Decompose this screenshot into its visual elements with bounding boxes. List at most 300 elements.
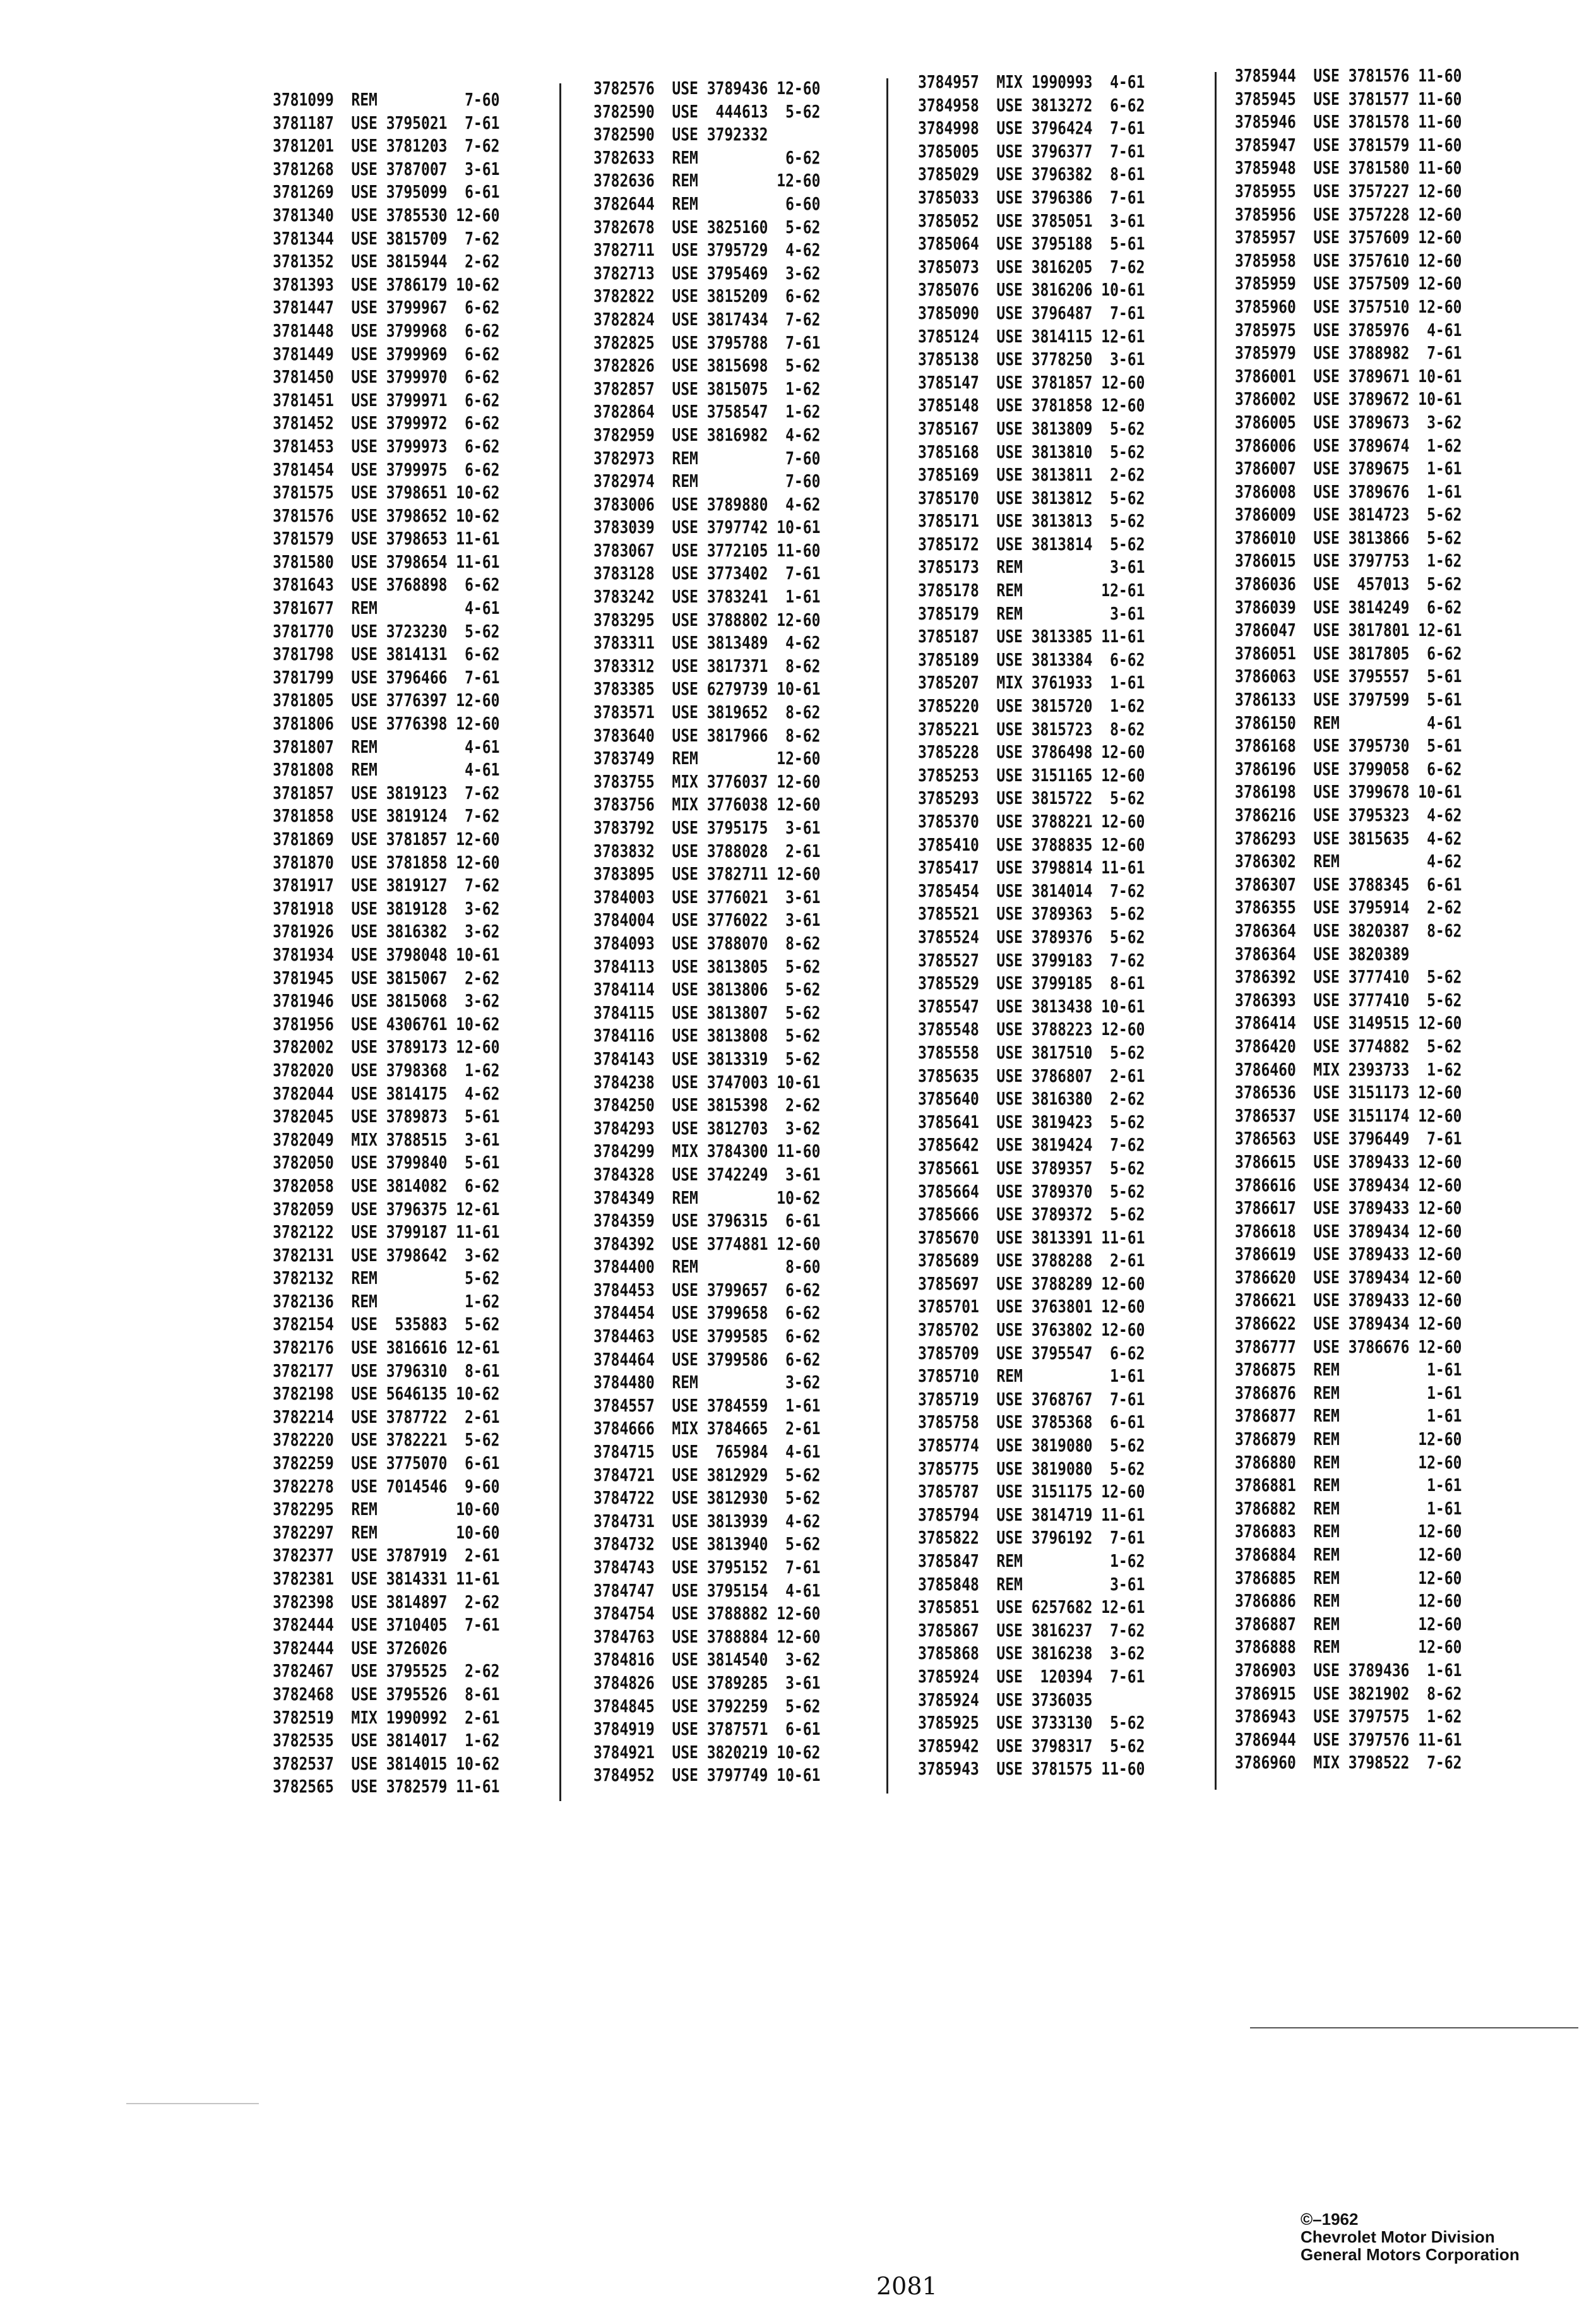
index-entry: 3781807 REM 4-61 [273,736,500,757]
index-entry: 3786880 REM 12-60 [1235,1451,1462,1473]
index-entry: 3785924 USE 3736035 [918,1689,1093,1710]
index-entry: 3785187 USE 3813385 11-61 [918,626,1145,647]
index-entry: 3786036 USE 457013 5-62 [1235,573,1462,595]
index-entry: 3786005 USE 3789673 3-62 [1235,411,1462,433]
index-entry: 3781579 USE 3798653 11-61 [273,528,500,549]
index-entry: 3782825 USE 3795788 7-61 [593,332,821,353]
index-entry: 3784666 MIX 3784665 2-61 [593,1418,821,1439]
index-entry: 3783756 MIX 3776038 12-60 [593,794,821,815]
index-entry: 3785207 MIX 3761933 1-61 [918,672,1145,693]
index-entry: 3786915 USE 3821902 8-62 [1235,1682,1462,1704]
index-entry: 3785138 USE 3778250 3-61 [918,349,1145,370]
index-entry: 3785148 USE 3781858 12-60 [918,395,1145,416]
index-entry: 3785548 USE 3788223 12-60 [918,1019,1145,1040]
index-entry: 3786198 USE 3799678 10-61 [1235,781,1462,803]
index-entry: 3784392 USE 3774881 12-60 [593,1233,821,1254]
index-entry: 3783295 USE 3788802 12-60 [593,609,821,630]
index-entry: 3785029 USE 3796382 8-61 [918,164,1145,185]
index-entry: 3781580 USE 3798654 11-61 [273,551,500,572]
index-entry: 3782278 USE 7014546 9-60 [273,1475,500,1497]
index-entry: 3786133 USE 3797599 5-61 [1235,689,1462,710]
index-entry: 3781452 USE 3799972 6-62 [273,412,500,434]
column-divider-3 [1215,72,1217,1790]
index-entry: 3781451 USE 3799971 6-62 [273,389,500,410]
index-entry: 3781799 USE 3796466 7-61 [273,666,500,688]
index-entry: 3786302 REM 4-62 [1235,851,1462,872]
index-entry: 3785033 USE 3796386 7-61 [918,186,1145,208]
index-entry: 3782636 REM 12-60 [593,170,821,191]
index-entry: 3786887 REM 12-60 [1235,1613,1462,1634]
index-entry: 3786150 REM 4-61 [1235,712,1462,733]
copyright-corporation: General Motors Corporation [1301,2245,1520,2264]
index-entry: 3785172 USE 3813814 5-62 [918,533,1145,554]
index-entry: 3785641 USE 3819423 5-62 [918,1111,1145,1132]
index-entry: 3785666 USE 3789372 5-62 [918,1204,1145,1225]
index-entry: 3785005 USE 3796377 7-61 [918,140,1145,162]
index-entry: 3782214 USE 3787722 2-61 [273,1406,500,1427]
index-entry: 3785052 USE 3785051 3-61 [918,210,1145,231]
index-entry: 3782535 USE 3814017 1-62 [273,1730,500,1751]
index-entry: 3785787 USE 3151175 12-60 [918,1481,1145,1502]
index-entry: 3784093 USE 3788070 8-62 [593,932,821,954]
index-entry: 3786885 REM 12-60 [1235,1567,1462,1588]
index-entry: 3785529 USE 3799185 8-61 [918,973,1145,994]
index-entry: 3784143 USE 3813319 5-62 [593,1048,821,1069]
index-entry: 3783832 USE 3788028 2-61 [593,840,821,861]
index-entry: 3781393 USE 3786179 10-62 [273,273,500,295]
index-entry: 3785955 USE 3757227 12-60 [1235,180,1462,201]
index-entry: 3785975 USE 3785976 4-61 [1235,319,1462,340]
index-entry: 3782974 REM 7-60 [593,470,821,492]
index-entry: 3785848 REM 3-61 [918,1573,1145,1595]
index-entry: 3781340 USE 3785530 12-60 [273,204,500,225]
index-entry: 3785943 USE 3781575 11-60 [918,1758,1145,1780]
index-entry: 3782857 USE 3815075 1-62 [593,378,821,399]
index-entry: 3781869 USE 3781857 12-60 [273,829,500,849]
index-entry: 3782678 USE 3825160 5-62 [593,216,821,237]
index-entry: 3781918 USE 3819128 3-62 [273,897,500,919]
index-entry: 3786007 USE 3789675 1-61 [1235,458,1462,479]
index-entry: 3782122 USE 3799187 11-61 [273,1221,500,1243]
index-entry: 3784480 REM 3-62 [593,1372,821,1393]
index-entry: 3784816 USE 3814540 3-62 [593,1649,821,1670]
index-entry: 3785124 USE 3814115 12-61 [918,325,1145,347]
index-entry: 3782002 USE 3789173 12-60 [273,1036,500,1058]
index-entry: 3782020 USE 3798368 1-62 [273,1059,500,1081]
index-entry: 3782590 USE 444613 5-62 [593,100,821,122]
index-entry: 3781798 USE 3814131 6-62 [273,644,500,665]
index-entry: 3785945 USE 3781577 11-60 [1235,88,1462,109]
index-entry: 3782864 USE 3758547 1-62 [593,401,821,422]
index-entry: 3785076 USE 3816206 10-61 [918,279,1145,301]
index-entry: 3785527 USE 3799183 7-62 [918,949,1145,971]
index-entry: 3784845 USE 3792259 5-62 [593,1695,821,1716]
scan-artifact-right [1250,2027,1578,2028]
index-entry: 3786420 USE 3774882 5-62 [1235,1035,1462,1057]
index-entry: 3782044 USE 3814175 4-62 [273,1082,500,1104]
index-entry: 3784113 USE 3813805 5-62 [593,955,821,977]
index-entry: 3781806 USE 3776398 12-60 [273,713,500,734]
index-entry: 3785090 USE 3796487 7-61 [918,302,1145,323]
index-entry: 3786414 USE 3149515 12-60 [1235,1012,1462,1034]
index-entry: 3781187 USE 3795021 7-61 [273,112,500,133]
index-entry: 3782295 REM 10-60 [273,1499,500,1520]
index-entry: 3781449 USE 3799969 6-62 [273,343,500,364]
index-entry: 3786883 REM 12-60 [1235,1521,1462,1542]
column-4 [1235,64,1462,1775]
index-entry: 3785521 USE 3789363 5-62 [918,903,1145,925]
index-entry: 3785702 USE 3763802 12-60 [918,1319,1145,1341]
index-entry: 3782959 USE 3816982 4-62 [593,424,821,445]
column-2 [593,77,820,1787]
index-entry: 3784238 USE 3747003 10-61 [593,1071,821,1093]
index-entry: 3785064 USE 3795188 5-61 [918,233,1145,255]
index-entry: 3782644 REM 6-60 [593,193,821,214]
index-entry: 3785925 USE 3733130 5-62 [918,1712,1145,1734]
index-entry: 3783792 USE 3795175 3-61 [593,817,821,838]
index-entry: 3785168 USE 3813810 5-62 [918,441,1145,462]
index-entry: 3783755 MIX 3776037 12-60 [593,770,821,792]
index-entry: 3784952 USE 3797749 10-61 [593,1764,821,1786]
index-entry: 3782049 MIX 3788515 3-61 [273,1129,500,1150]
index-entry: 3784359 USE 3796315 6-61 [593,1210,821,1231]
index-entry: 3782136 REM 1-62 [273,1290,500,1312]
index-entry: 3784721 USE 3812929 5-62 [593,1464,821,1485]
index-entry: 3785867 USE 3816237 7-62 [918,1619,1145,1641]
index-entry: 3786960 MIX 3798522 7-62 [1235,1752,1462,1773]
index-entry: 3781575 USE 3798651 10-62 [273,482,500,503]
index-entry: 3782398 USE 3814897 2-62 [273,1591,500,1612]
index-entry: 3782198 USE 5646135 10-62 [273,1383,500,1405]
index-entry: 3781447 USE 3799967 6-62 [273,297,500,318]
index-entry: 3785868 USE 3816238 3-62 [918,1643,1145,1664]
index-entry: 3781677 REM 4-61 [273,597,500,619]
index-entry: 3782444 USE 3726026 [273,1637,448,1658]
index-entry: 3781808 REM 4-61 [273,759,500,781]
index-entry: 3786047 USE 3817801 12-61 [1235,620,1462,641]
index-entry: 3782565 USE 3782579 11-61 [273,1776,500,1797]
index-entry: 3786196 USE 3799058 6-62 [1235,758,1462,779]
index-entry: 3785689 USE 3788288 2-61 [918,1250,1145,1271]
index-entry: 3784743 USE 3795152 7-61 [593,1557,821,1578]
index-entry: 3785710 REM 1-61 [918,1365,1145,1387]
index-entry: 3785228 USE 3786498 12-60 [918,741,1145,763]
index-entry: 3784754 USE 3788882 12-60 [593,1603,821,1624]
index-entry: 3781576 USE 3798652 10-62 [273,505,500,526]
index-entry: 3784349 REM 10-62 [593,1187,821,1208]
index-entry: 3782050 USE 3799840 5-61 [273,1152,500,1173]
index-entry: 3785851 USE 6257682 12-61 [918,1596,1145,1618]
index-entry: 3781805 USE 3776397 12-60 [273,690,500,711]
index-entry: 3784116 USE 3813808 5-62 [593,1025,821,1046]
index-entry: 3785822 USE 3796192 7-61 [918,1527,1145,1548]
index-entry: 3786622 USE 3789434 12-60 [1235,1313,1462,1334]
index-entry: 3785370 USE 3788221 12-60 [918,811,1145,832]
index-entry: 3786616 USE 3789434 12-60 [1235,1174,1462,1195]
index-entry: 3784763 USE 3788884 12-60 [593,1626,821,1647]
index-entry: 3786876 REM 1-61 [1235,1382,1462,1403]
index-entry: 3785944 USE 3781576 11-60 [1235,65,1462,86]
index-entry: 3782176 USE 3816616 12-61 [273,1337,500,1358]
column-3 [918,71,1145,1781]
index-entry: 3785774 USE 3819080 5-62 [918,1435,1145,1456]
index-entry: 3784919 USE 3787571 6-61 [593,1718,821,1740]
index-entry: 3786879 REM 12-60 [1235,1429,1462,1450]
index-entry: 3782713 USE 3795469 3-62 [593,262,821,284]
scan-artifact-left [126,2103,259,2104]
index-entry: 3786009 USE 3814723 5-62 [1235,504,1462,525]
index-entry: 3785847 REM 1-62 [918,1550,1145,1571]
index-entry: 3786001 USE 3789671 10-61 [1235,365,1462,386]
index-entry: 3786563 USE 3796449 7-61 [1235,1128,1462,1149]
index-entry: 3786875 REM 1-61 [1235,1359,1462,1381]
column-1 [273,88,499,1799]
index-entry: 3786168 USE 3795730 5-61 [1235,735,1462,757]
copyright-division: Chevrolet Motor Division [1301,2227,1495,2246]
index-entry: 3782131 USE 3798642 3-62 [273,1244,500,1266]
index-entry: 3784114 USE 3813806 5-62 [593,979,821,1000]
index-entry: 3784400 REM 8-60 [593,1256,821,1278]
index-entry: 3781453 USE 3799973 6-62 [273,435,500,457]
index-entry: 3784328 USE 3742249 3-61 [593,1163,821,1185]
index-entry: 3783571 USE 3819652 8-62 [593,702,821,723]
index-entry: 3786006 USE 3789674 1-62 [1235,434,1462,456]
index-entry: 3786307 USE 3788345 6-61 [1235,873,1462,895]
index-entry: 3785179 REM 3-61 [918,602,1145,624]
index-entry: 3783895 USE 3782711 12-60 [593,863,821,885]
index-entry: 3785924 USE 120394 7-61 [918,1665,1145,1687]
index-entry: 3784998 USE 3796424 7-61 [918,117,1145,139]
index-entry: 3785547 USE 3813438 10-61 [918,995,1145,1017]
index-entry: 3785946 USE 3781578 11-60 [1235,111,1462,133]
index-entry: 3786877 REM 1-61 [1235,1405,1462,1427]
index-entry: 3785948 USE 3781580 11-60 [1235,157,1462,179]
index-entry: 3782824 USE 3817434 7-62 [593,308,821,330]
index-entry: 3782822 USE 3815209 6-62 [593,285,821,307]
index-entry: 3786393 USE 3777410 5-62 [1235,989,1462,1010]
index-entry: 3781344 USE 3815709 7-62 [273,227,500,249]
index-entry: 3785220 USE 3815720 1-62 [918,695,1145,717]
index-entry: 3785794 USE 3814719 11-61 [918,1504,1145,1525]
index-entry: 3785958 USE 3757610 12-60 [1235,249,1462,271]
index-entry: 3781450 USE 3799970 6-62 [273,366,500,388]
index-entry: 3786777 USE 3786676 12-60 [1235,1336,1462,1357]
index-entry: 3782132 REM 5-62 [273,1267,500,1289]
index-entry: 3781268 USE 3787007 3-61 [273,158,500,179]
index-entry: 3786619 USE 3789433 12-60 [1235,1243,1462,1265]
index-entry: 3785147 USE 3781857 12-60 [918,371,1145,393]
index-entry: 3785173 REM 3-61 [918,556,1145,578]
index-entry: 3786621 USE 3789433 12-60 [1235,1290,1462,1311]
index-entry: 3784957 MIX 1990993 4-61 [918,71,1145,92]
index-entry: 3785701 USE 3763801 12-60 [918,1296,1145,1317]
column-divider-2 [886,78,888,1794]
index-entry: 3782590 USE 3792332 [593,124,768,145]
index-entry: 3781857 USE 3819123 7-62 [273,782,500,803]
index-entry: 3786886 REM 12-60 [1235,1590,1462,1612]
index-entry: 3783242 USE 3783241 1-61 [593,586,821,608]
index-entry: 3781934 USE 3798048 10-61 [273,943,500,965]
index-entry: 3784958 USE 3813272 6-62 [918,94,1145,116]
index-entry: 3784557 USE 3784559 1-61 [593,1394,821,1416]
index-entry: 3784826 USE 3789285 3-61 [593,1672,821,1693]
index-entry: 3784715 USE 765984 4-61 [593,1441,821,1463]
index-entry: 3785960 USE 3757510 12-60 [1235,296,1462,317]
index-entry: 3781946 USE 3815068 3-62 [273,990,500,1012]
index-entry: 3785073 USE 3816205 7-62 [918,256,1145,277]
index-entry: 3786216 USE 3795323 4-62 [1235,805,1462,825]
index-entry: 3782381 USE 3814331 11-61 [273,1568,500,1589]
index-entry: 3783006 USE 3789880 4-62 [593,493,821,515]
index-entry: 3784293 USE 3812703 3-62 [593,1117,821,1139]
index-entry: 3783385 USE 6279739 10-61 [593,678,821,700]
index-entry: 3785171 USE 3813813 5-62 [918,510,1145,532]
index-entry: 3785661 USE 3789357 5-62 [918,1157,1145,1178]
index-entry: 3786010 USE 3813866 5-62 [1235,527,1462,548]
index-entry: 3786460 MIX 2393733 1-62 [1235,1058,1462,1080]
index-entry: 3786881 REM 1-61 [1235,1475,1462,1496]
index-entry: 3782467 USE 3795525 2-62 [273,1660,500,1682]
index-entry: 3785719 USE 3768767 7-61 [918,1388,1145,1410]
index-entry: 3786943 USE 3797575 1-62 [1235,1706,1462,1727]
index-entry: 3783749 REM 12-60 [593,748,821,769]
index-entry: 3782826 USE 3815698 5-62 [593,355,821,376]
index-entry: 3781099 REM 7-60 [273,89,500,110]
index-entry: 3786903 USE 3789436 1-61 [1235,1659,1462,1680]
copyright-notice [1301,2210,1520,2263]
index-entry: 3786039 USE 3814249 6-62 [1235,596,1462,618]
index-entry: 3781870 USE 3781858 12-60 [273,851,500,873]
index-entry: 3783039 USE 3797742 10-61 [593,517,821,538]
index-entry: 3786888 REM 12-60 [1235,1636,1462,1658]
index-entry: 3782045 USE 3789873 5-61 [273,1106,500,1127]
index-entry: 3784299 MIX 3784300 11-60 [593,1141,821,1162]
index-entry: 3786620 USE 3789434 12-60 [1235,1266,1462,1288]
index-entry: 3783311 USE 3813489 4-62 [593,632,821,654]
index-entry: 3785775 USE 3819080 5-62 [918,1458,1145,1479]
index-entry: 3785942 USE 3798317 5-62 [918,1735,1145,1756]
index-entry: 3785758 USE 3785368 6-61 [918,1411,1145,1433]
index-entry: 3784004 USE 3776022 3-61 [593,909,821,931]
column-divider-1 [559,83,561,1801]
index-entry: 3784464 USE 3799586 6-62 [593,1348,821,1370]
index-entry: 3785642 USE 3819424 7-62 [918,1134,1145,1156]
index-entry: 3784454 USE 3799658 6-62 [593,1302,821,1324]
index-entry: 3786944 USE 3797576 11-61 [1235,1728,1462,1750]
index-entry: 3785947 USE 3781579 11-60 [1235,134,1462,155]
index-entry: 3782058 USE 3814082 6-62 [273,1175,500,1196]
index-entry: 3782576 USE 3789436 12-60 [593,78,821,99]
index-entry: 3785697 USE 3788289 12-60 [918,1273,1145,1294]
index-entry: 3784250 USE 3815398 2-62 [593,1094,821,1116]
index-entry: 3786617 USE 3789433 12-60 [1235,1197,1462,1219]
index-entry: 3782059 USE 3796375 12-61 [273,1198,500,1219]
index-entry: 3785664 USE 3789370 5-62 [918,1180,1145,1202]
index-entry: 3785709 USE 3795547 6-62 [918,1342,1145,1363]
index-entry: 3782297 REM 10-60 [273,1521,500,1543]
index-entry: 3783067 USE 3772105 11-60 [593,539,821,561]
index-entry: 3782468 USE 3795526 8-61 [273,1683,500,1704]
index-entry: 3785410 USE 3788835 12-60 [918,834,1145,855]
index-entry: 3781945 USE 3815067 2-62 [273,967,500,988]
index-entry: 3786537 USE 3151174 12-60 [1235,1105,1462,1126]
copyright-year: ©–1962 [1301,2210,1359,2229]
index-entry: 3786615 USE 3789433 12-60 [1235,1151,1462,1172]
index-entry: 3782519 MIX 1990992 2-61 [273,1706,500,1728]
index-entry: 3784731 USE 3813939 4-62 [593,1510,821,1531]
index-entry: 3786355 USE 3795914 2-62 [1235,897,1462,918]
index-entry: 3786364 USE 3820387 8-62 [1235,919,1462,941]
index-entry: 3782537 USE 3814015 10-62 [273,1752,500,1774]
index-entry: 3781770 USE 3723230 5-62 [273,620,500,642]
index-entry: 3785454 USE 3814014 7-62 [918,880,1145,901]
index-entry: 3785253 USE 3151165 12-60 [918,764,1145,786]
index-entry: 3781858 USE 3819124 7-62 [273,805,500,827]
index-entry: 3785959 USE 3757509 12-60 [1235,273,1462,294]
index-entry: 3781201 USE 3781203 7-62 [273,135,500,157]
index-entry: 3784453 USE 3799657 6-62 [593,1279,821,1300]
index-entry: 3781917 USE 3819127 7-62 [273,875,500,896]
index-entry: 3786536 USE 3151173 12-60 [1235,1082,1462,1103]
index-entry: 3785635 USE 3786807 2-61 [918,1065,1145,1086]
index-entry: 3785640 USE 3816380 2-62 [918,1088,1145,1110]
index-entry: 3785189 USE 3813384 6-62 [918,649,1145,670]
index-entry: 3785417 USE 3798814 11-61 [918,857,1145,878]
index-entry: 3784732 USE 3813940 5-62 [593,1533,821,1555]
index-entry: 3786051 USE 3817805 6-62 [1235,642,1462,664]
index-entry: 3786063 USE 3795557 5-61 [1235,666,1462,687]
index-entry: 3786364 USE 3820389 [1235,943,1410,964]
index-entry: 3785957 USE 3757609 12-60 [1235,227,1462,248]
index-entry: 3785170 USE 3813812 5-62 [918,487,1145,508]
index-entry: 3782259 USE 3775070 6-61 [273,1452,500,1474]
index-entry: 3786293 USE 3815635 4-62 [1235,827,1462,849]
index-entry: 3784722 USE 3812930 5-62 [593,1487,821,1509]
index-entry: 3784747 USE 3795154 4-61 [593,1579,821,1601]
index-entry: 3784003 USE 3776021 3-61 [593,886,821,907]
index-entry: 3782177 USE 3796310 8-61 [273,1360,500,1381]
index-entry: 3785979 USE 3788982 7-61 [1235,342,1462,364]
page-number: 2081 [876,2272,938,2300]
index-entry: 3782444 USE 3710405 7-61 [273,1614,500,1636]
index-entry: 3781269 USE 3795099 6-61 [273,181,500,203]
index-entry: 3782220 USE 3782221 5-62 [273,1429,500,1451]
index-entry: 3785293 USE 3815722 5-62 [918,788,1145,809]
index-entry: 3784463 USE 3799585 6-62 [593,1326,821,1347]
index-entry: 3786884 REM 12-60 [1235,1544,1462,1565]
index-entry: 3785178 REM 12-61 [918,580,1145,601]
index-entry: 3786002 USE 3789672 10-61 [1235,388,1462,410]
index-entry: 3786618 USE 3789434 12-60 [1235,1220,1462,1242]
index-entry: 3785167 USE 3813809 5-62 [918,417,1145,439]
index-entry: 3785169 USE 3813811 2-62 [918,464,1145,486]
index-entry: 3785558 USE 3817510 5-62 [918,1041,1145,1063]
index-entry: 3784115 USE 3813807 5-62 [593,1002,821,1023]
index-entry: 3782154 USE 535883 5-62 [273,1314,500,1335]
index-entry: 3786882 REM 1-61 [1235,1497,1462,1519]
index-entry: 3785524 USE 3789376 5-62 [918,926,1145,947]
index-entry: 3785221 USE 3815723 8-62 [918,718,1145,740]
index-entry: 3786008 USE 3789676 1-61 [1235,481,1462,502]
index-entry: 3781448 USE 3799968 6-62 [273,320,500,341]
index-entry: 3783640 USE 3817966 8-62 [593,724,821,746]
index-entry: 3785956 USE 3757228 12-60 [1235,203,1462,225]
index-entry: 3783312 USE 3817371 8-62 [593,655,821,676]
index-entry: 3781956 USE 4306761 10-62 [273,1013,500,1034]
index-entry: 3782377 USE 3787919 2-61 [273,1545,500,1566]
index-entry: 3786392 USE 3777410 5-62 [1235,966,1462,988]
index-entry: 3782973 REM 7-60 [593,447,821,469]
